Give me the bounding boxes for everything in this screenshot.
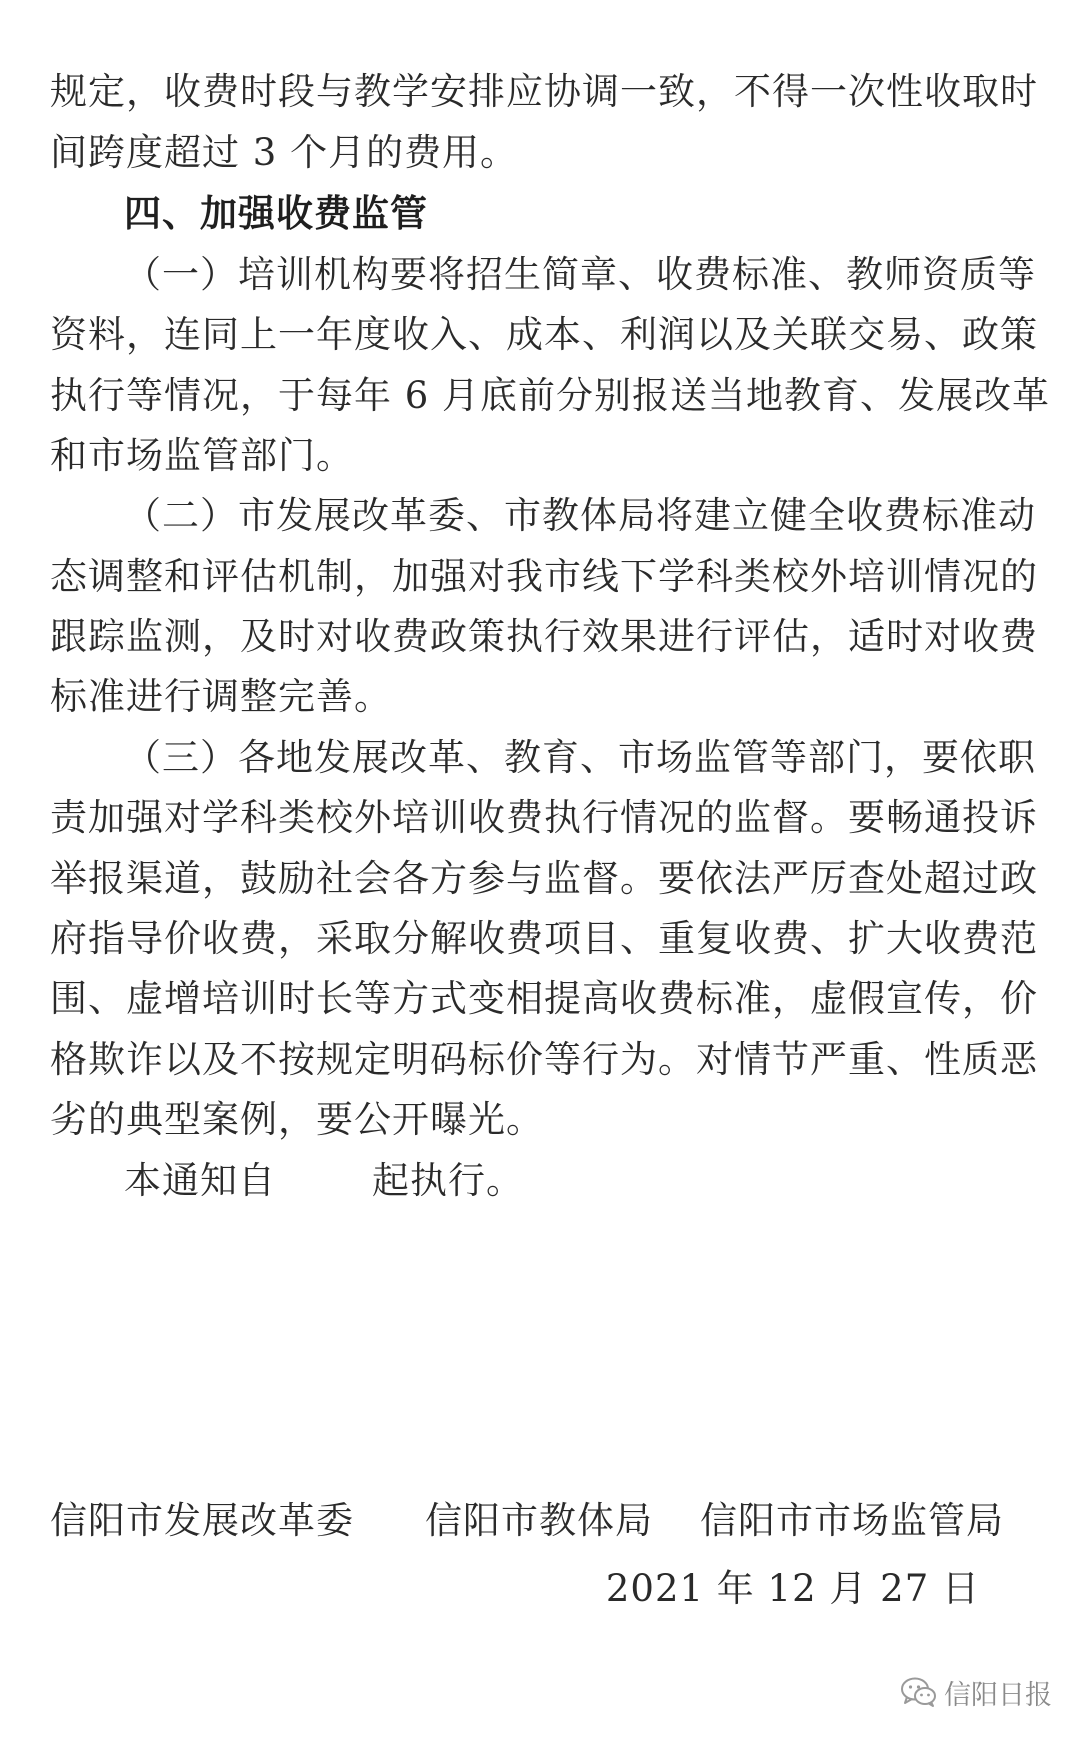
document-date: 2021 年 12 月 27 日 (605, 1567, 980, 1610)
paragraph-line: 规定，收费时段与教学安排应协调一致，不得一次性收取时 (50, 70, 1038, 113)
signatory-development-reform: 信阳市发展改革委 (50, 1499, 354, 1542)
signatory-market-supervision: 信阳市市场监管局 (700, 1499, 1004, 1542)
paragraph-line: 标准进行调整完善。 (50, 675, 392, 718)
paragraph-line: （三）各地发展改革、教育、市场监管等部门，要依职 (124, 736, 1036, 779)
closing-part-2: 起执行。 (372, 1159, 524, 1202)
paragraph-line: 和市场监管部门。 (50, 434, 354, 477)
signatories (50, 1495, 1010, 1547)
paragraph-line: 府指导价收费，采取分解收费项目、重复收费、扩大收费范 (50, 917, 1038, 960)
section-heading: 四、加强收费监管 (124, 192, 428, 235)
paragraph-line: 围、虚增培训时长等方式变相提高收费标准，虚假宣传，价 (50, 977, 1038, 1020)
wechat-icon (900, 1676, 938, 1708)
paragraph-line: 态调整和评估机制，加强对我市线下学科类校外培训情况的 (50, 555, 1038, 598)
paragraph-line: 格欺诈以及不按规定明码标价等行为。对情节严重、性质恶 (50, 1038, 1038, 1081)
paragraph-line: 间跨度超过 3 个月的费用。 (50, 131, 519, 174)
signatory-education-sports: 信阳市教体局 (425, 1499, 653, 1542)
paragraph-line: 跟踪监测，及时对收费政策执行效果进行评估，适时对收费 (50, 615, 1038, 658)
closing-part-1: 本通知自 (124, 1159, 276, 1202)
paragraph-line: （二）市发展改革委、市教体局将建立健全收费标准动 (124, 494, 1036, 537)
paragraph-line: 执行等情况，于每年 6 月底前分别报送当地教育、发展改革 (50, 374, 1051, 417)
source-watermark (900, 1672, 1052, 1712)
watermark-text: 信阳日报 (944, 1679, 1052, 1711)
paragraph-line: 劣的典型案例，要公开曝光。 (50, 1098, 544, 1141)
closing-line (124, 1155, 624, 1207)
paragraph-line: 资料，连同上一年度收入、成本、利润以及关联交易、政策 (50, 313, 1038, 356)
paragraph-line: （一）培训机构要将招生简章、收费标准、教师资质等 (124, 253, 1036, 296)
paragraph-line: 举报渠道，鼓励社会各方参与监督。要依法严厉查处超过政 (50, 857, 1038, 900)
paragraph-line: 责加强对学科类校外培训收费执行情况的监督。要畅通投诉 (50, 796, 1038, 839)
